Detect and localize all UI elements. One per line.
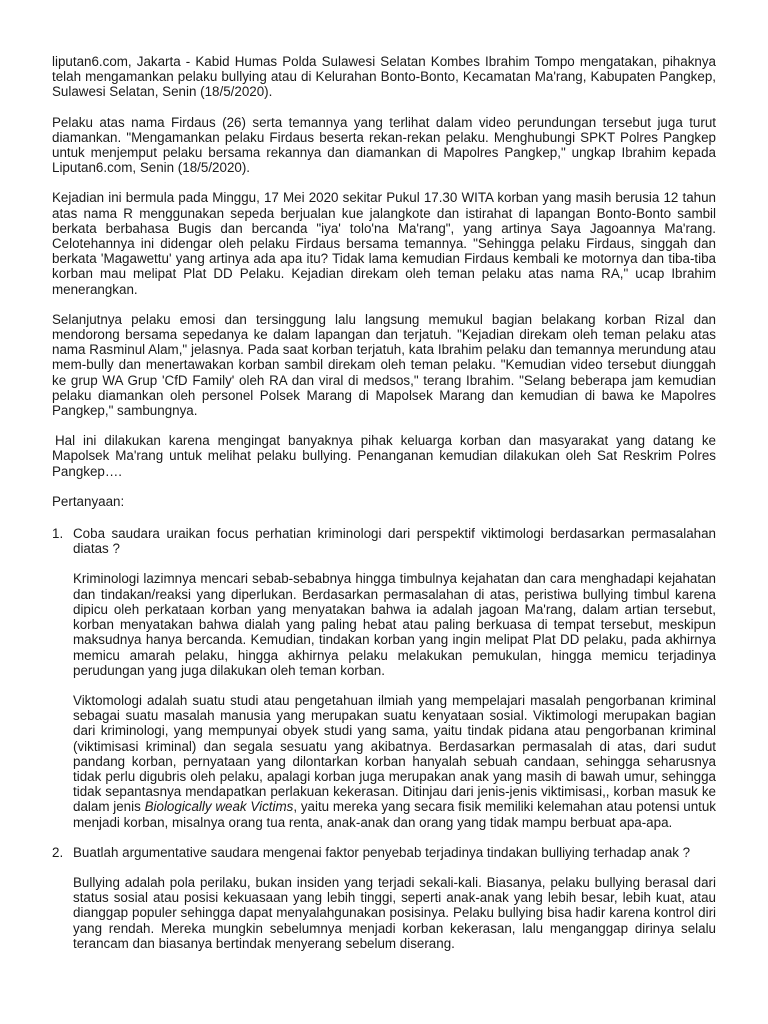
question-1-answer-paragraph-2 bbox=[52, 693, 716, 830]
question-1-text: Coba saudara uraikan focus perhatian kriminologi dari perspektif viktimologi berdasarkan permasalahan diatas ? bbox=[73, 526, 716, 557]
question-1-number: 1. bbox=[52, 526, 64, 542]
question-2-number: 2. bbox=[52, 844, 64, 860]
news-paragraph-2: Pelaku atas nama Firdaus (26) serta temannya yang terlihat dalam video perundungan tersebut juga turut diamankan. "Mengamankan pelaku Firdaus beserta rekan-rekan pelaku. Menghubungi SPKT Polres Pangkep untuk menjemput pelaku bersama rekannya dan diamankan di Mapolres Pangkep," ungkap Ibrahim kepada Liputan6.com, Senin (18/5/2020). bbox=[52, 114, 716, 176]
news-paragraph-5: Hal ini dilakukan karena mengingat banyaknya pihak keluarga korban dan masyarakat yang datang ke Mapolsek Ma'rang untuk melihat pelaku bullying. Penanganan kemudian dilakukan oleh Sat Reskrim Polres Pangkep…. bbox=[52, 433, 716, 479]
answer-2-text-after: , yaitu mereka yang secara fisik memiliki kelemahan atau potensi untuk menjadi korban, misalnya orang tua renta, anak-anak dan orang yang tidak mampu berbuat apa-apa. bbox=[73, 799, 717, 830]
question-1 bbox=[52, 526, 716, 556]
victim-type-term: Biologically weak Victims bbox=[144, 799, 294, 815]
question-2 bbox=[52, 845, 716, 860]
question-2-text: Buatlah argumentative saudara mengenai faktor penyebab terjadinya tindakan bulliying terhadap anak ? bbox=[73, 844, 691, 860]
answer-2-text-before: Viktomologi adalah suatu studi atau pengetahuan ilmiah yang mempelajari masalah pengorbanan kriminal sebagai suatu masalah manusia yang merupakan suatu kenyataan sosial. Viktimologi merupakan bagian dari kriminologi, yang mempunyai obyek studi yang sama, yaitu tindak pidana atau pengorbanan kriminal (viktimisasi kriminal) dan segala sesuatu yang akibatnya. Berdasarkan permasalah di atas, dari sudut pandang korban, pernyataan yang dilontarkan korban hanyalah sebuah candaan, sehingga seharusnya tidak perlu digubris oleh pelaku, apalagi korban juga merupakan anak yang masih di bawah umur, sehingga tidak sepantasnya mendapatkan perlakuan kekerasan. Ditinjau dari jenis-jenis viktimisasi,, korban masuk ke dalam jenis bbox=[73, 692, 716, 815]
news-paragraph-1: liputan6.com, Jakarta - Kabid Humas Polda Sulawesi Selatan Kombes Ibrahim Tompo mengatakan, pihaknya telah mengamankan pelaku bullying atau di Kelurahan Bonto-Bonto, Kecamatan Ma'rang, Kabupaten Pangkep, Sulawesi Selatan, Senin (18/5/2020). bbox=[52, 54, 716, 100]
question-1-answer-paragraph-1: Kriminologi lazimnya mencari sebab-sebabnya hingga timbulnya kejahatan dan cara menghadapi kejahatan dan tindakan/reaksi yang diperlukan. Berdasarkan permasalahan di atas, peristiwa bullying timbul karena dipicu oleh perkataan korban yang menyatakan bahwa ia adalah jagoan Ma'rang, dalam artian tersebut, korban menyatakan bahwa dialah yang paling hebat atau paling berkuasa di tempat tersebut, meskipun maksudnya hanya bercanda. Kemudian, tindakan korban yang ingin melipat Plat DD pelaku, pada akhirnya memicu amarah pelaku, hingga akhirnya pelaku melakukan pemukulan, hingga memicu terjadinya perudungan yang juga dilakukan oleh teman korban. bbox=[73, 571, 716, 678]
question-2-answer-paragraph-1: Bullying adalah pola perilaku, bukan insiden yang terjadi sekali-kali. Biasanya, pelaku bullying berasal dari status sosial atau posisi kekuasaan yang lebih tinggi, seperti anak-anak yang lebih besar, lebih kuat, atau dianggap populer sehingga dapat menyalahgunakan posisinya. Pelaku bullying bisa hadir karena kontrol diri yang rendah. Mereka mungkin sebelumnya menjadi korban kekerasan, lalu menganggap dirinya selalu terancam dan biasanya bertindak menyerang sebelum diserang. bbox=[73, 874, 716, 951]
news-paragraph-4: Selanjutnya pelaku emosi dan tersinggung lalu langsung memukul bagian belakang korban Rizal dan mendorong bersama sepedanya ke dalam lapangan dan terjatuh. "Kejadian direkam oleh teman pelaku atas nama Rasminul Alam," jelasnya. Pada saat korban terjatuh, kata Ibrahim pelaku dan temannya merundung atau mem-bully dan menertawakan korban sambil direkam oleh teman pelaku. "Kemudian video tersebut diunggah ke grup WA Grup 'CfD Family' oleh RA dan viral di medsos," terang Ibrahim. "Selang beberapa jam kemudian pelaku diamankan oleh personel Polsek Marang di Mapolsek Marang dan kemudian di bawa ke Mapolres Pangkep," sambungnya. bbox=[52, 311, 716, 419]
document-page bbox=[52, 54, 716, 966]
news-paragraph-3: Kejadian ini bermula pada Minggu, 17 Mei 2020 sekitar Pukul 17.30 WITA korban yang masih berusia 12 tahun atas nama R menggunakan sepeda berjualan kue jalangkote dan istirahat di lapangan Bonto-Bonto sambil berkata berbahasa Bugis dan bercanda "iya' tolo'na Ma'rang", yang artinya Saya Jagoannya Ma'rang. Celotehannya ini didengar oleh pelaku Firdaus bersama temannya. "Sehingga pelaku Firdaus, singgah dan berkata 'Magawettu' yang artinya ada apa itu? Tidak lama kemudian Firdaus kembali ke motornya dan tiba-tiba korban mau melipat Plat DD Pelaku. Kejadian direkam oleh teman pelaku atas nama RA," ucap Ibrahim menerangkan. bbox=[52, 190, 716, 297]
questions-heading: Pertanyaan: bbox=[52, 493, 125, 509]
